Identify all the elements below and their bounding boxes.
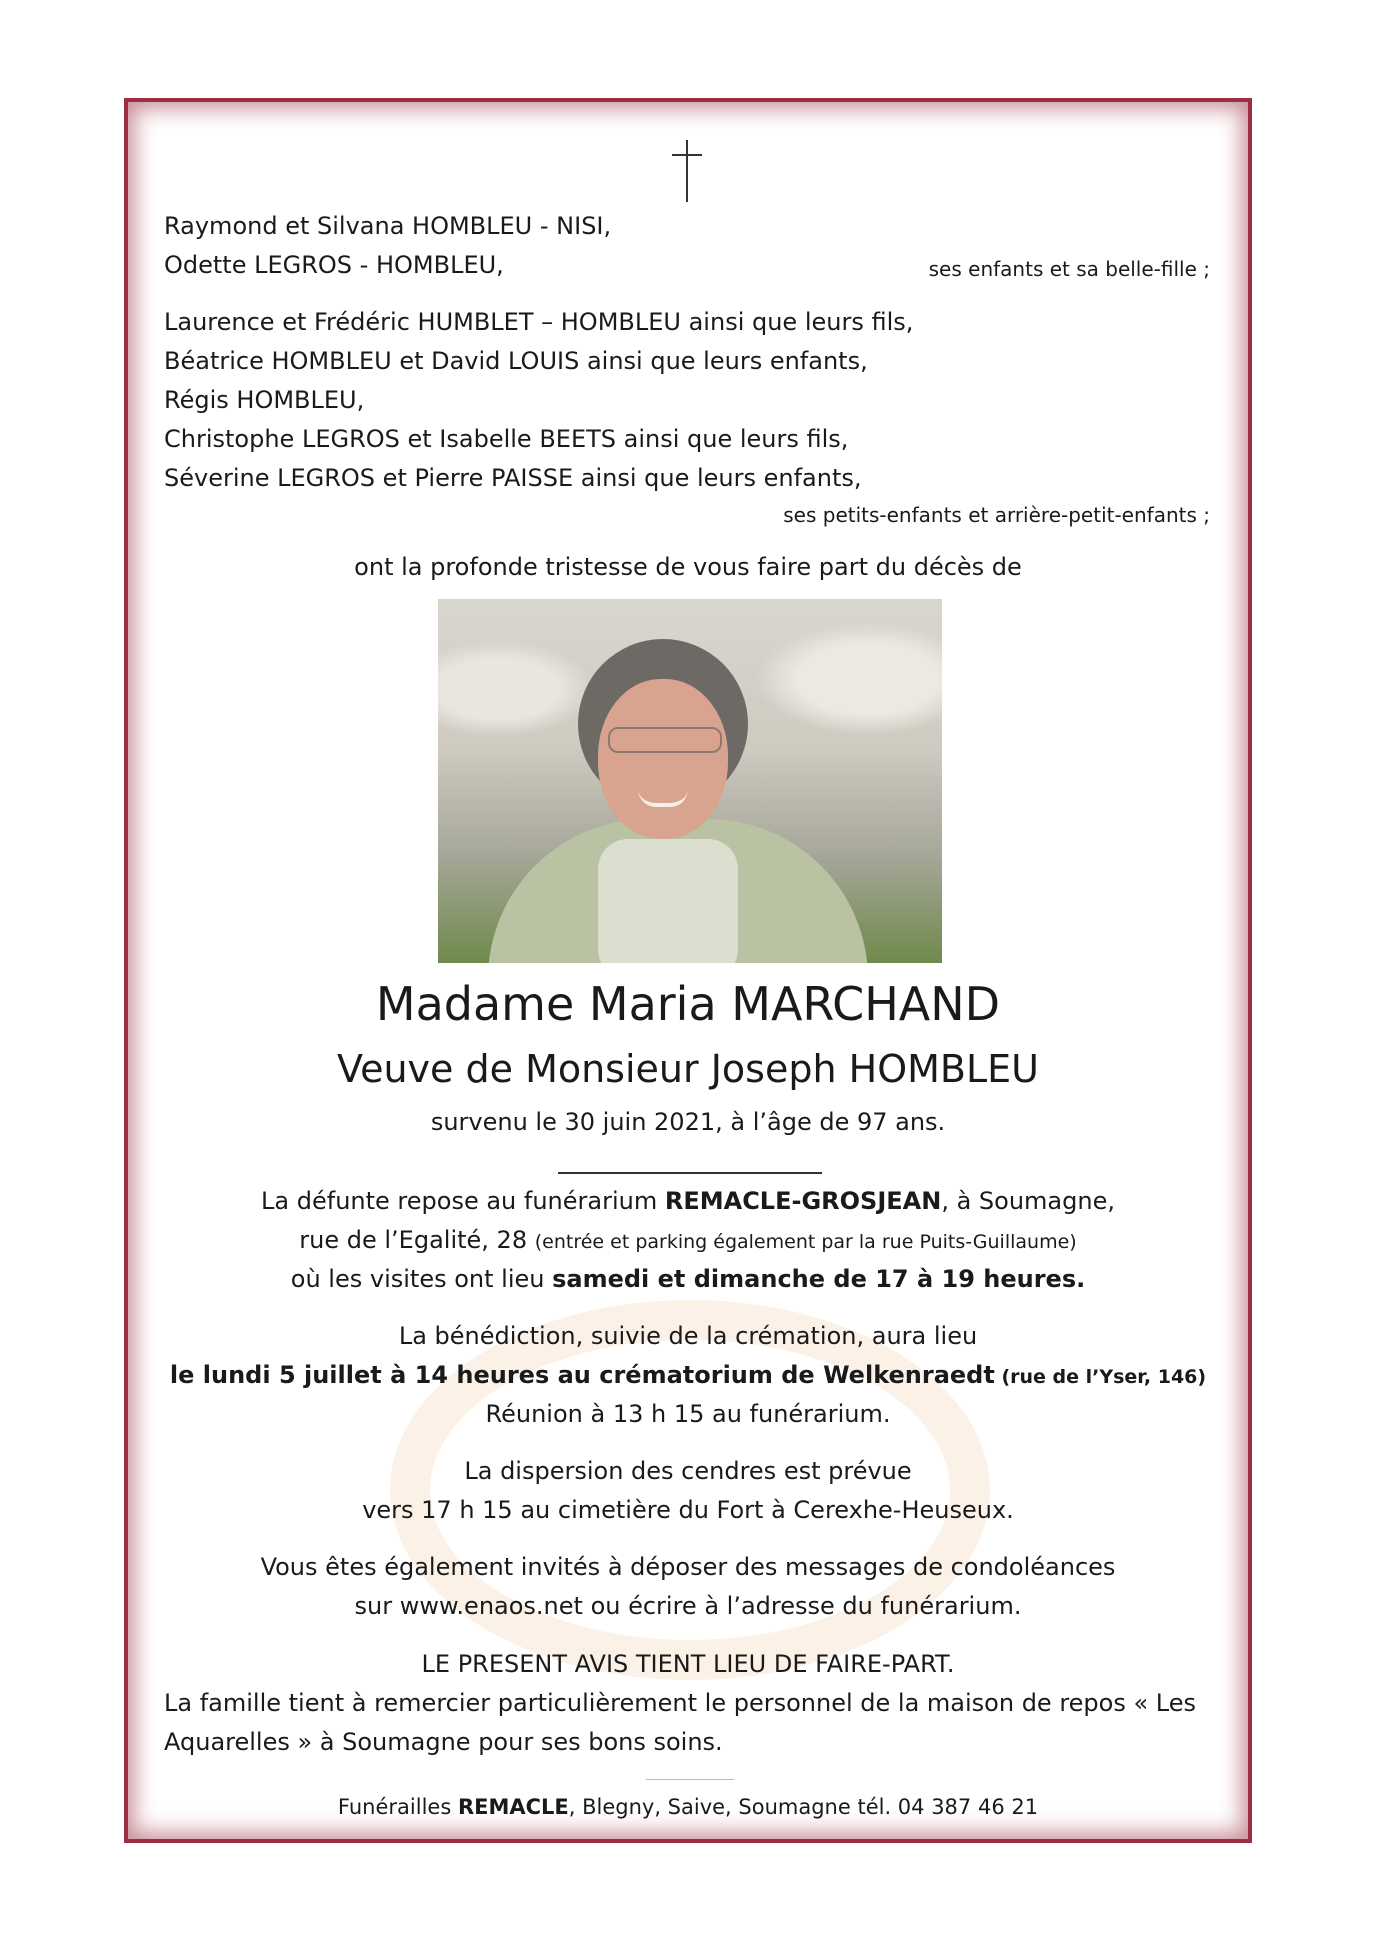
- ceremony-line-2: le lundi 5 juillet à 14 heures au crématorium de Welkenraedt (rue de l’Yser, 146): [169, 1361, 1207, 1389]
- watermark-logo: [390, 1300, 990, 1680]
- grandchildren-note: ses petits-enfants et arrière-petit-enfants ;: [783, 503, 1210, 527]
- family-line: Laurence et Frédéric HUMBLET – HOMBLEU ainsi que leurs fils,: [164, 308, 914, 336]
- footer-divider: [646, 1779, 734, 1780]
- death-date: survenu le 30 juin 2021, à l’âge de 97 ans.: [430, 1108, 946, 1136]
- condolences-line-2: sur www.enaos.net ou écrire à l’adresse du funérarium.: [354, 1592, 1022, 1620]
- condolences-line-1: Vous êtes également invités à déposer des messages de condoléances: [260, 1553, 1116, 1581]
- deceased-name: Madame Maria MARCHAND: [375, 977, 1001, 1031]
- notice: LE PRESENT AVIS TIENT LIEU DE FAIRE-PART.: [421, 1650, 955, 1678]
- footer: Funérailles REMACLE, Blegny, Saive, Soumagne tél. 04 387 46 21: [337, 1795, 1039, 1819]
- thanks-line-2: Aquarelles » à Soumagne pour ses bons soins.: [164, 1728, 723, 1756]
- visitation-line-3: où les visites ont lieu samedi et dimanche de 17 à 19 heures.: [290, 1265, 1086, 1293]
- thanks-line-1: La famille tient à remercier particulièrement le personnel de la maison de repos « Les: [164, 1689, 1197, 1717]
- announcement: ont la profonde tristesse de vous faire part du décès de: [354, 553, 1022, 581]
- portrait-photo: [438, 599, 942, 963]
- family-line: Béatrice HOMBLEU et David LOUIS ainsi que leurs enfants,: [164, 347, 868, 375]
- divider: [558, 1172, 822, 1174]
- family-line: Séverine LEGROS et Pierre PAISSE ainsi que leurs enfants,: [164, 464, 862, 492]
- family-line: Odette LEGROS - HOMBLEU,: [164, 251, 504, 279]
- ceremony-line-3: Réunion à 13 h 15 au funérarium.: [485, 1400, 891, 1428]
- dispersion-line-2: vers 17 h 15 au cimetière du Fort à Cerexhe-Heuseux.: [362, 1496, 1014, 1524]
- children-note: ses enfants et sa belle-fille ;: [928, 257, 1210, 281]
- visitation-line-1: La défunte repose au funérarium REMACLE-GROSJEAN, à Soumagne,: [261, 1187, 1115, 1215]
- dispersion-line-1: La dispersion des cendres est prévue: [464, 1457, 912, 1485]
- cross-icon: [672, 140, 702, 202]
- visitation-line-2: rue de l’Egalité, 28 (entrée et parking également par la rue Puits-Guillaume): [299, 1226, 1077, 1254]
- ceremony-line-1: La bénédiction, suivie de la crémation, aura lieu: [398, 1322, 978, 1350]
- family-line: Christophe LEGROS et Isabelle BEETS ainsi que leurs fils,: [164, 425, 849, 453]
- family-line: Régis HOMBLEU,: [164, 386, 365, 414]
- spouse-line: Veuve de Monsieur Joseph HOMBLEU: [337, 1047, 1039, 1091]
- family-line: Raymond et Silvana HOMBLEU - NISI,: [164, 212, 612, 240]
